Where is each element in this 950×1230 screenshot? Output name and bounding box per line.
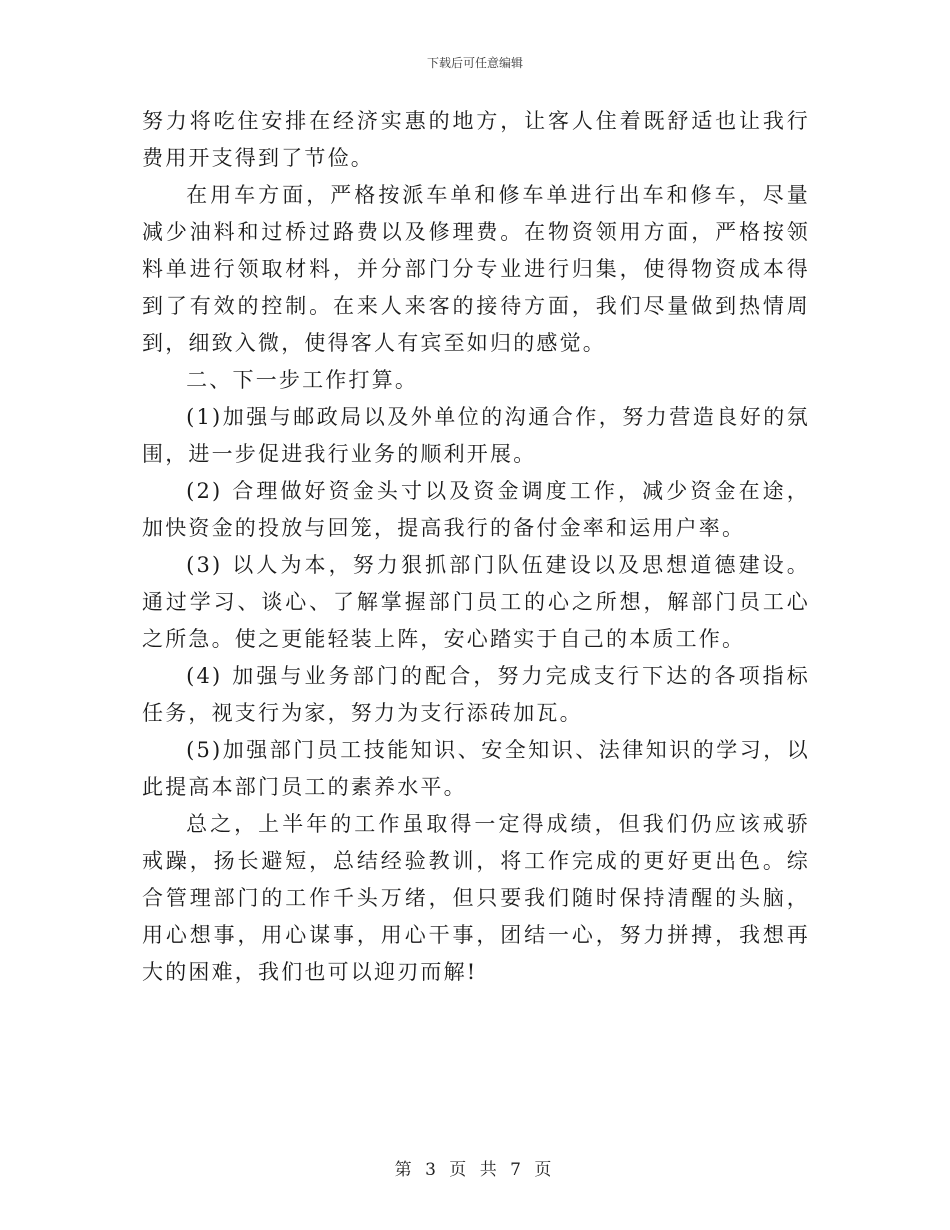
paragraph-item-5: (5)加强部门员工技能知识、安全知识、法律知识的学习，以此提高本部门员工的素养水平。 <box>142 738 810 799</box>
page-header: 下载后可任意编辑 <box>426 56 523 70</box>
page-number: 第 3 页 共 7 页 <box>394 1160 556 1180</box>
paragraph-item-1: (1)加强与邮政局以及外单位的沟通合作，努力营造良好的氛围，进一步促进我行业务的顺利开展。 <box>142 405 810 466</box>
paragraph-item-2: (2) 合理做好资金头寸以及资金调度工作，减少资金在途，加快资金的投放与回笼，提高我行的备付金率和运用户率。 <box>142 479 810 540</box>
paragraph-item-3: (3) 以人为本，努力狠抓部门队伍建设以及思想道德建设。通过学习、谈心、了解掌握部门员工的心之所想，解部门员工心之所急。使之更能轻装上阵，安心踏实于自己的本质工作。 <box>142 553 810 651</box>
document-body <box>142 103 810 991</box>
paragraph-1: 努力将吃住安排在经济实惠的地方，让客人住着既舒适也让我行费用开支得到了节俭。 <box>142 109 810 170</box>
paragraph-summary: 总之，上半年的工作虽取得一定得成绩，但我们仍应该戒骄戒躁，扬长避短，总结经验教训，将工作完成的更好更出色。综合管理部门的工作千头万绪，但只要我们随时保持清醒的头脑，用心想事，用心谋事，用心干事，团结一心，努力拼搏，我想再大的困难，我们也可以迎刃而解! <box>142 812 810 984</box>
section-heading: 二、下一步工作打算。 <box>186 368 419 392</box>
paragraph-2: 在用车方面，严格按派车单和修车单进行出车和修车，尽量减少油料和过桥过路费以及修理费。在物资领用方面，严格按领料单进行领取材料，并分部门分专业进行归集，使得物资成本得到了有效的控制。在来人来客的接待方面，我们尽量做到热情周到，细致入微，使得客人有宾至如归的感觉。 <box>142 183 810 355</box>
paragraph-item-4: (4) 加强与业务部门的配合，努力完成支行下达的各项指标任务，视支行为家，努力为支行添砖加瓦。 <box>142 664 810 725</box>
